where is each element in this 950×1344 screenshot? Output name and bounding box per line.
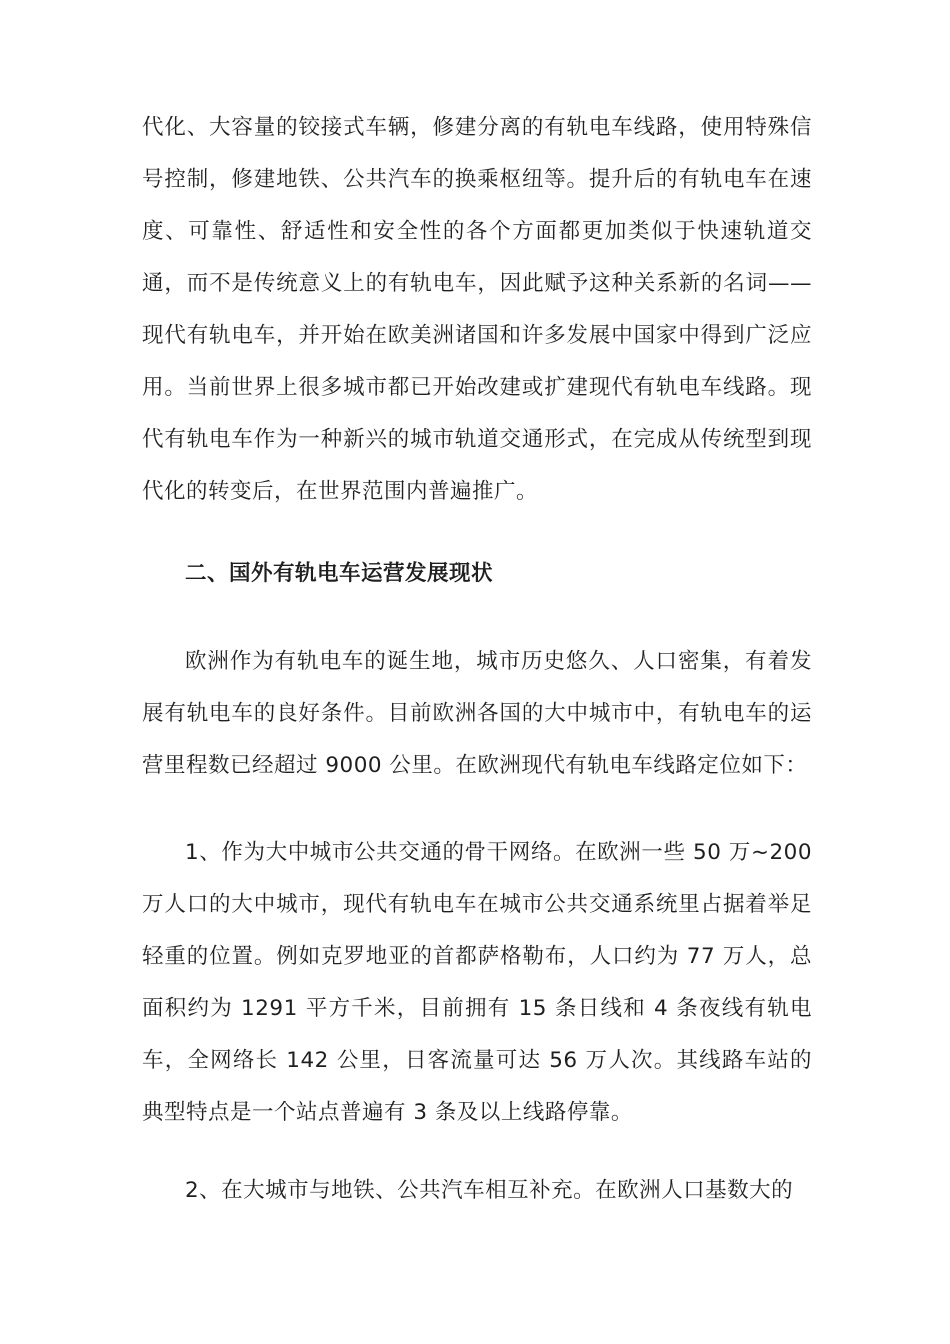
list-item-1: 1、作为大中城市公共交通的骨干网络。在欧洲一些 50 万~200 万人口的大中城市，现代有轨电车在城市公共交通系统里占据着举足轻重的位置。例如克罗地亚的首都萨格勒布，人口约为 77 万人，总面积约为 1291 平方千米，目前拥有 15 条日线和 4 条夜线有轨电车，全网络长 142 公里，日客流量可达 56 万人次。其线路车站的典型特点是一个站点普遍有 3 条及以上线路停靠。 [142, 840, 812, 1125]
list-item-2: 2、在大城市与地铁、公共汽车相互补充。在欧洲人口基数大的 [185, 1178, 794, 1203]
section-heading: 二、国外有轨电车运营发展现状 [185, 561, 494, 586]
paragraph-continued: 代化、大容量的铰接式车辆，修建分离的有轨电车线路，使用特殊信号控制，修建地铁、公共汽车的换乘枢纽等。提升后的有轨电车在速度、可靠性、舒适性和安全性的各个方面都更加类似于快速轨道交通，而不是传统意义上的有轨电车，因此赋予这种关系新的名词——现代有轨电车，并开始在欧美洲诸国和许多发展中国家中得到广泛应用。当前世界上很多城市都已开始改建或扩建现代有轨电车线路。现代有轨电车作为一种新兴的城市轨道交通形式，在完成从传统型到现代化的转变后，在世界范围内普遍推广。 [142, 115, 812, 504]
paragraph-europe: 欧洲作为有轨电车的诞生地，城市历史悠久、人口密集，有着发展有轨电车的良好条件。目前欧洲各国的大中城市中，有轨电车的运营里程数已经超过 9000 公里。在欧洲现代有轨电车线路定位如下： [142, 649, 812, 778]
